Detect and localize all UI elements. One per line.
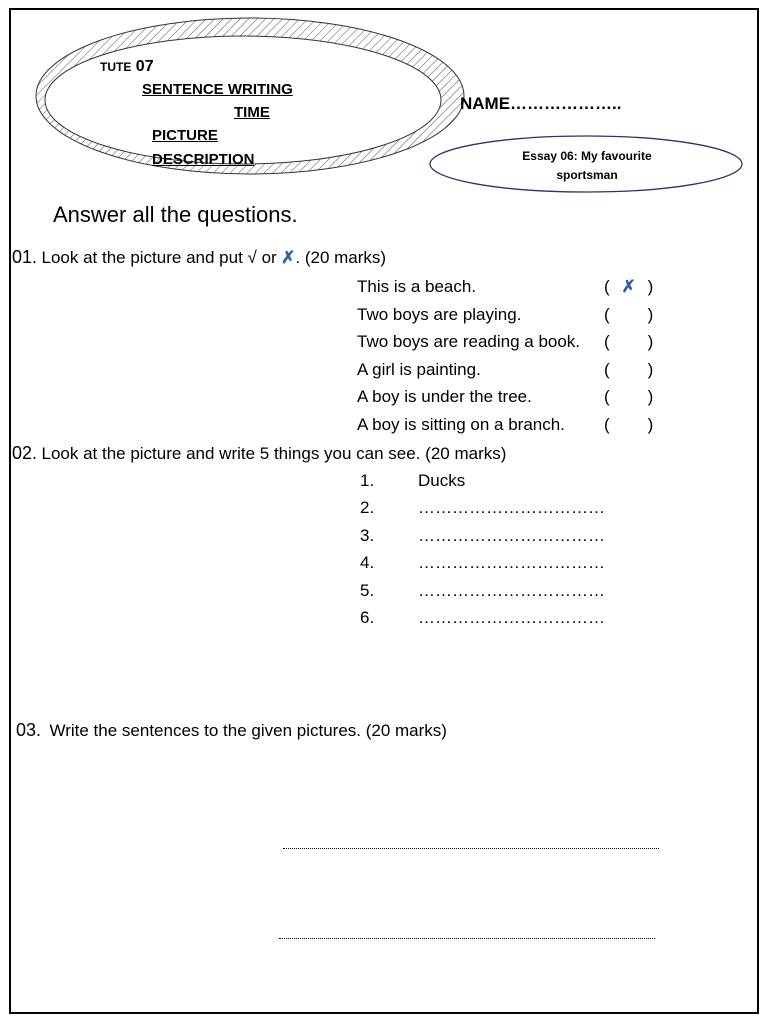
q2-item-number: 2. [360, 498, 375, 518]
q2-item-answer[interactable]: …………………………… [418, 553, 605, 573]
answer-line-2[interactable] [279, 938, 655, 939]
instruction: Answer all the questions. [53, 202, 298, 227]
open-paren: ( [604, 414, 610, 434]
q1-item-text: A boy is sitting on a branch. [357, 414, 565, 434]
answer-line-1[interactable] [283, 848, 659, 849]
q2-item-answer[interactable]: …………………………… [418, 580, 605, 600]
open-paren: ( [604, 304, 610, 324]
essay-title: Essay 06: My favourite sportsman [522, 149, 652, 182]
q1-answer-box[interactable] [604, 332, 658, 352]
q1-answer-box[interactable] [604, 305, 658, 325]
open-paren: ( [604, 359, 610, 379]
q1-answer-box[interactable] [604, 360, 658, 380]
q1-item-text: A girl is painting. [357, 359, 481, 379]
header-line-time: TIME [234, 104, 270, 121]
q2-item-number: 1. [360, 471, 375, 490]
header-line-sentence-writing: SENTENCE WRITING [142, 81, 293, 98]
question-3-heading: 03. Write the sentences to the given pictures. (20 marks) [16, 720, 447, 740]
close-paren: ) [647, 359, 654, 379]
header-line-picture: PICTURE [152, 127, 218, 144]
q1-item-text: Two boys are reading a book. [357, 332, 581, 351]
header-line-description: DESCRIPTION [152, 151, 255, 168]
q1-answer-box[interactable] [604, 415, 658, 435]
close-paren: ) [647, 304, 654, 324]
q2-item-answer[interactable]: …………………………… [418, 608, 605, 627]
q2-item-number: 3. [360, 525, 375, 545]
q2-item-answer[interactable]: …………………………… [418, 525, 605, 545]
question-2-heading: 02. Look at the picture and write 5 things you can see. (20 marks) [12, 443, 507, 463]
q2-item-answer[interactable]: …………………………… [418, 498, 605, 518]
close-paren: ) [647, 277, 654, 296]
cross-icon: ✗ [281, 248, 296, 267]
q1-item-text: Two boys are playing. [357, 304, 522, 324]
q2-item-number: 5. [360, 580, 375, 600]
q1-answer-box[interactable] [604, 387, 658, 407]
open-paren: ( [604, 387, 610, 406]
question-1-heading: 01. Look at the picture and put √ or ✗. (20 marks) [12, 247, 387, 267]
q1-answer-box[interactable] [604, 277, 658, 297]
open-paren: ( [604, 332, 610, 351]
q1-mark: ✗ [621, 277, 636, 296]
close-paren: ) [647, 332, 654, 351]
tute-label: TUTE 07 [100, 58, 154, 75]
name-field: NAME……………….. [460, 94, 622, 113]
q2-item-answer[interactable]: Ducks [418, 471, 466, 490]
open-paren: ( [604, 277, 610, 296]
close-paren: ) [647, 414, 654, 434]
q1-item-text: This is a beach. [357, 277, 477, 296]
q2-item-number: 4. [360, 553, 375, 573]
close-paren: ) [647, 387, 654, 406]
q1-item-text: A boy is under the tree. [357, 387, 532, 406]
q2-item-number: 6. [360, 608, 375, 627]
